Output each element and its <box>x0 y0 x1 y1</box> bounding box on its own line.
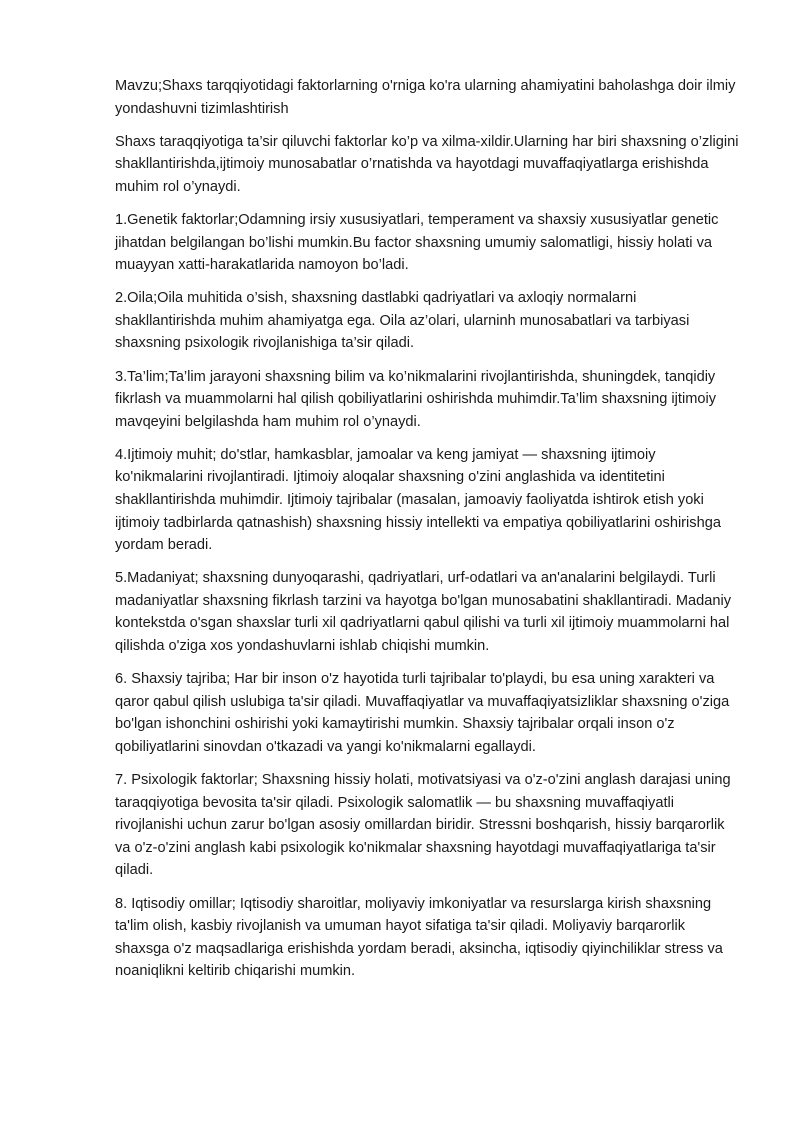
paragraph-iqtisodiy-omillar: 8. Iqtisodiy omillar; Iqtisodiy sharoitlar, moliyaviy imkoniyatlar va resurslarga kirish shaxsning ta'lim olish, kasbiy rivojlanish va umuman hayot sifatiga ta'sir qiladi. Moliyaviy barqarorlik shaxsga o'z maqsadlariga erishishda yordam beradi, aksincha, iqtisodiy qiyinchiliklar stress va noaniqlikni keltirib chiqarishi mumkin. <box>115 895 723 980</box>
paragraph-madaniyat: 5.Madaniyat; shaxsning dunyoqarashi, qadriyatlari, urf-odatlari va an'analarini belgilaydi. Turli madaniyatlar shaxsning fikrlash tarzini va hayotga bo'lgan munosabatini shakllantiradi. Madaniy kontekstda o'sgan shaxslar turli xil qadriyatlarni qabul qilishi va turli xil ijtimoiy muammolarni hal qilishda o'ziga xos yondashuvlarni ishlab chiqishi mumkin. <box>115 570 732 655</box>
paragraph-ijtimoiy-muhit: 4.Ijtimoiy muhit; do'stlar, hamkasblar, jamoalar va keng jamiyat — shaxsning ijtimoiy ko'nikmalarini rivojlantiradi. Ijtimoiy aloqalar shaxsning o'zini anglashida va identitetini shakllantirishda muhimdir. Ijtimoiy tajribalar (masalan, jamoaviy faoliyatda ishtirok etish yoki ijtimoiy tadbirlarda qatnashish) shaxsning hissiy intellekti va empatiya qobiliyatlarini oshirishga yordam beradi. <box>115 446 721 554</box>
document-title: Mavzu;Shaxs tarqqiyotidagi faktorlarning o'rniga ko'ra ularning ahamiyatini baholashga doir ilmiy yondashuvni tizimlashtirish <box>115 78 736 117</box>
paragraph-psixologik-faktorlar: 7. Psixologik faktorlar; Shaxsning hissiy holati, motivatsiyasi va o'z-o'zini anglash darajasi uning taraqqiyotiga bevosita ta'sir qiladi. Psixologik salomatlik — bu shaxsning muvaffaqiyatli rivojlanishi uchun zarur bo'lgan asosiy omillardan biridir. Stressni boshqarish, hissiy barqarorlik va o'z-o'zini anglash kabi psixologik ko'nikmalar shaxsning hayotdagi muvaffaqiyatlariga ta'sir qiladi. <box>115 772 731 879</box>
paragraph-shaxsiy-tajriba: 6. Shaxsiy tajriba; Har bir inson o'z hayotida turli tajribalar to'playdi, bu esa uning xarakteri va qaror qabul qilish uslubiga ta'sir qiladi. Muvaffaqiyatlar va muvaffaqiyatsizliklar shaxsning o'ziga bo'lgan ishonchini oshirishi yoki kamaytirishi mumkin. Shaxsiy tajribalar orqali inson o'z qobiliyatlarini sinovdan o'tkazadi va yangi ko'nikmalarni egallaydi. <box>115 671 730 755</box>
paragraph-talim: 3.Ta’lim;Ta’lim jarayoni shaxsning bilim va ko’nikmalarini rivojlantirishda, shuningdek, tanqidiy fikrlash va muammolarni hal qilish qobiliyatlarini oshirishda muhimdir.Ta’lim shaxsning ijtimoiy mavqeyini belgilashda ham muhim rol o’ynaydi. <box>115 368 717 430</box>
document-page <box>115 75 740 993</box>
paragraph-genetik-faktorlar: 1.Genetik faktorlar;Odamning irsiy xususiyatlari, temperament va shaxsiy xususiyatlar genetic jihatdan belgilangan bo’lishi mumkin.Bu factor shaxsning umumiy salomatligi, hissiy holati va muayyan xatti-harakatlarida namoyon bo’ladi. <box>115 211 719 274</box>
intro-paragraph: Shaxs taraqqiyotiga ta’sir qiluvchi faktorlar ko’p va xilma-xildir.Ularning har biri shaxsning o’zligini shakllantirishda,ijtimoiy munosabatlar o’rnatishda va hayotdagi muvaffaqiyatlarga erishishda muhim rol o’ynaydi. <box>115 133 739 195</box>
paragraph-oila: 2.Oila;Oila muhitida o’sish, shaxsning dastlabki qadriyatlari va axloqiy normalarni shakllantirishda muhim ahamiyatga ega. Oila az’olari, ularninh munosabatlari va tarbiyasi shaxsning psixologik rivojlanishiga ta’sir qiladi. <box>115 290 690 352</box>
